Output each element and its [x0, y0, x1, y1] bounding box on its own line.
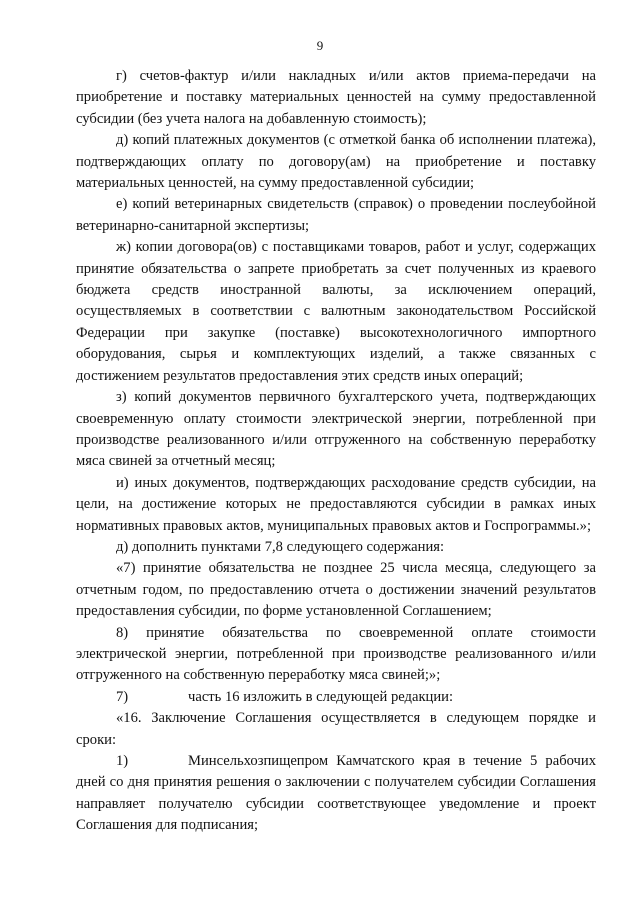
page-number: 9 — [316, 38, 324, 53]
item-7-text: часть 16 изложить в следующей редакции: — [188, 688, 454, 705]
paragraph-e: е) копий ветеринарных свидетельств (справок) о проведении послеубойной ветеринарно-санитарной экспертизы; — [76, 196, 596, 234]
paragraph-z: з) копий документов первичного бухгалтерского учета, подтверждающих своевременную оплату стоимости электрической энергии, потребленной при производстве реализованного и/или отгруженного на собственную переработку мяса свиней за отчетный месяц; — [76, 389, 596, 470]
item-1-text: Минсельхозпищепром Камчатского края в течение 5 рабочих дней со дня принятия решения о заключении с получателем субсидии Соглашения направляет получателю субсидии соответствующее уведомление и проект Соглашения для подписания; — [76, 753, 596, 834]
paragraph-item-8-new: 8) принятие обязательства по своевременной оплате стоимости электрической энергии, потребленной при производстве реализованного и/или отгруженного на собственную переработку мяса свиней;»; — [76, 624, 596, 684]
paragraph-item-7 — [76, 687, 596, 708]
paragraph-item-7-new: «7) принятие обязательства не позднее 25 числа месяца, следующего за отчетным годом, по предоставлению отчета о достижении значений результатов предоставления субсидии, по форме установленной Соглашением; — [76, 560, 596, 620]
paragraph-d: д) копий платежных документов (с отметкой банка об исполнении платежа), подтверждающих оплату по договору(ам) на приобретение и поставку материальных ценностей, на сумму предоставленной субсидии; — [76, 132, 596, 192]
item-1-number: 1) — [116, 753, 129, 769]
paragraph-zh: ж) копии договора(ов) с поставщиками товаров, работ и услуг, содержащих принятие обязательства о запрете приобретать за счет полученных из краевого бюджета средств иностранной валюты, за исключением операций, осуществляемых в соответствии с валютным законодательством Российской Федерации при закупке (поставке) высокотехнологичного импортного оборудования, сырья и комплектующих изделий, а также связанных с достижением результатов предоставления этих средств иных операций; — [76, 239, 596, 384]
paragraph-i: и) иных документов, подтверждающих расходование средств субсидии, на цели, на достижение которых не предоставляются субсидии в рамках иных нормативных правовых актов, муниципальных правовых актов и Госпрограммы.»; — [76, 474, 596, 534]
paragraph-g: г) счетов-фактур и/или накладных и/или актов приема-передачи на приобретение и поставку материальных ценностей на сумму предоставленной субсидии (без учета налога на добавленную стоимость); — [76, 68, 596, 127]
paragraph-amend-d: д) дополнить пунктами 7,8 следующего содержания: — [116, 538, 445, 555]
document-body — [76, 66, 596, 837]
paragraph-16: «16. Заключение Соглашения осуществляется в следующем порядке и сроки: — [76, 710, 596, 748]
item-7-number: 7) — [116, 688, 129, 705]
paragraph-item-1 — [76, 751, 596, 837]
